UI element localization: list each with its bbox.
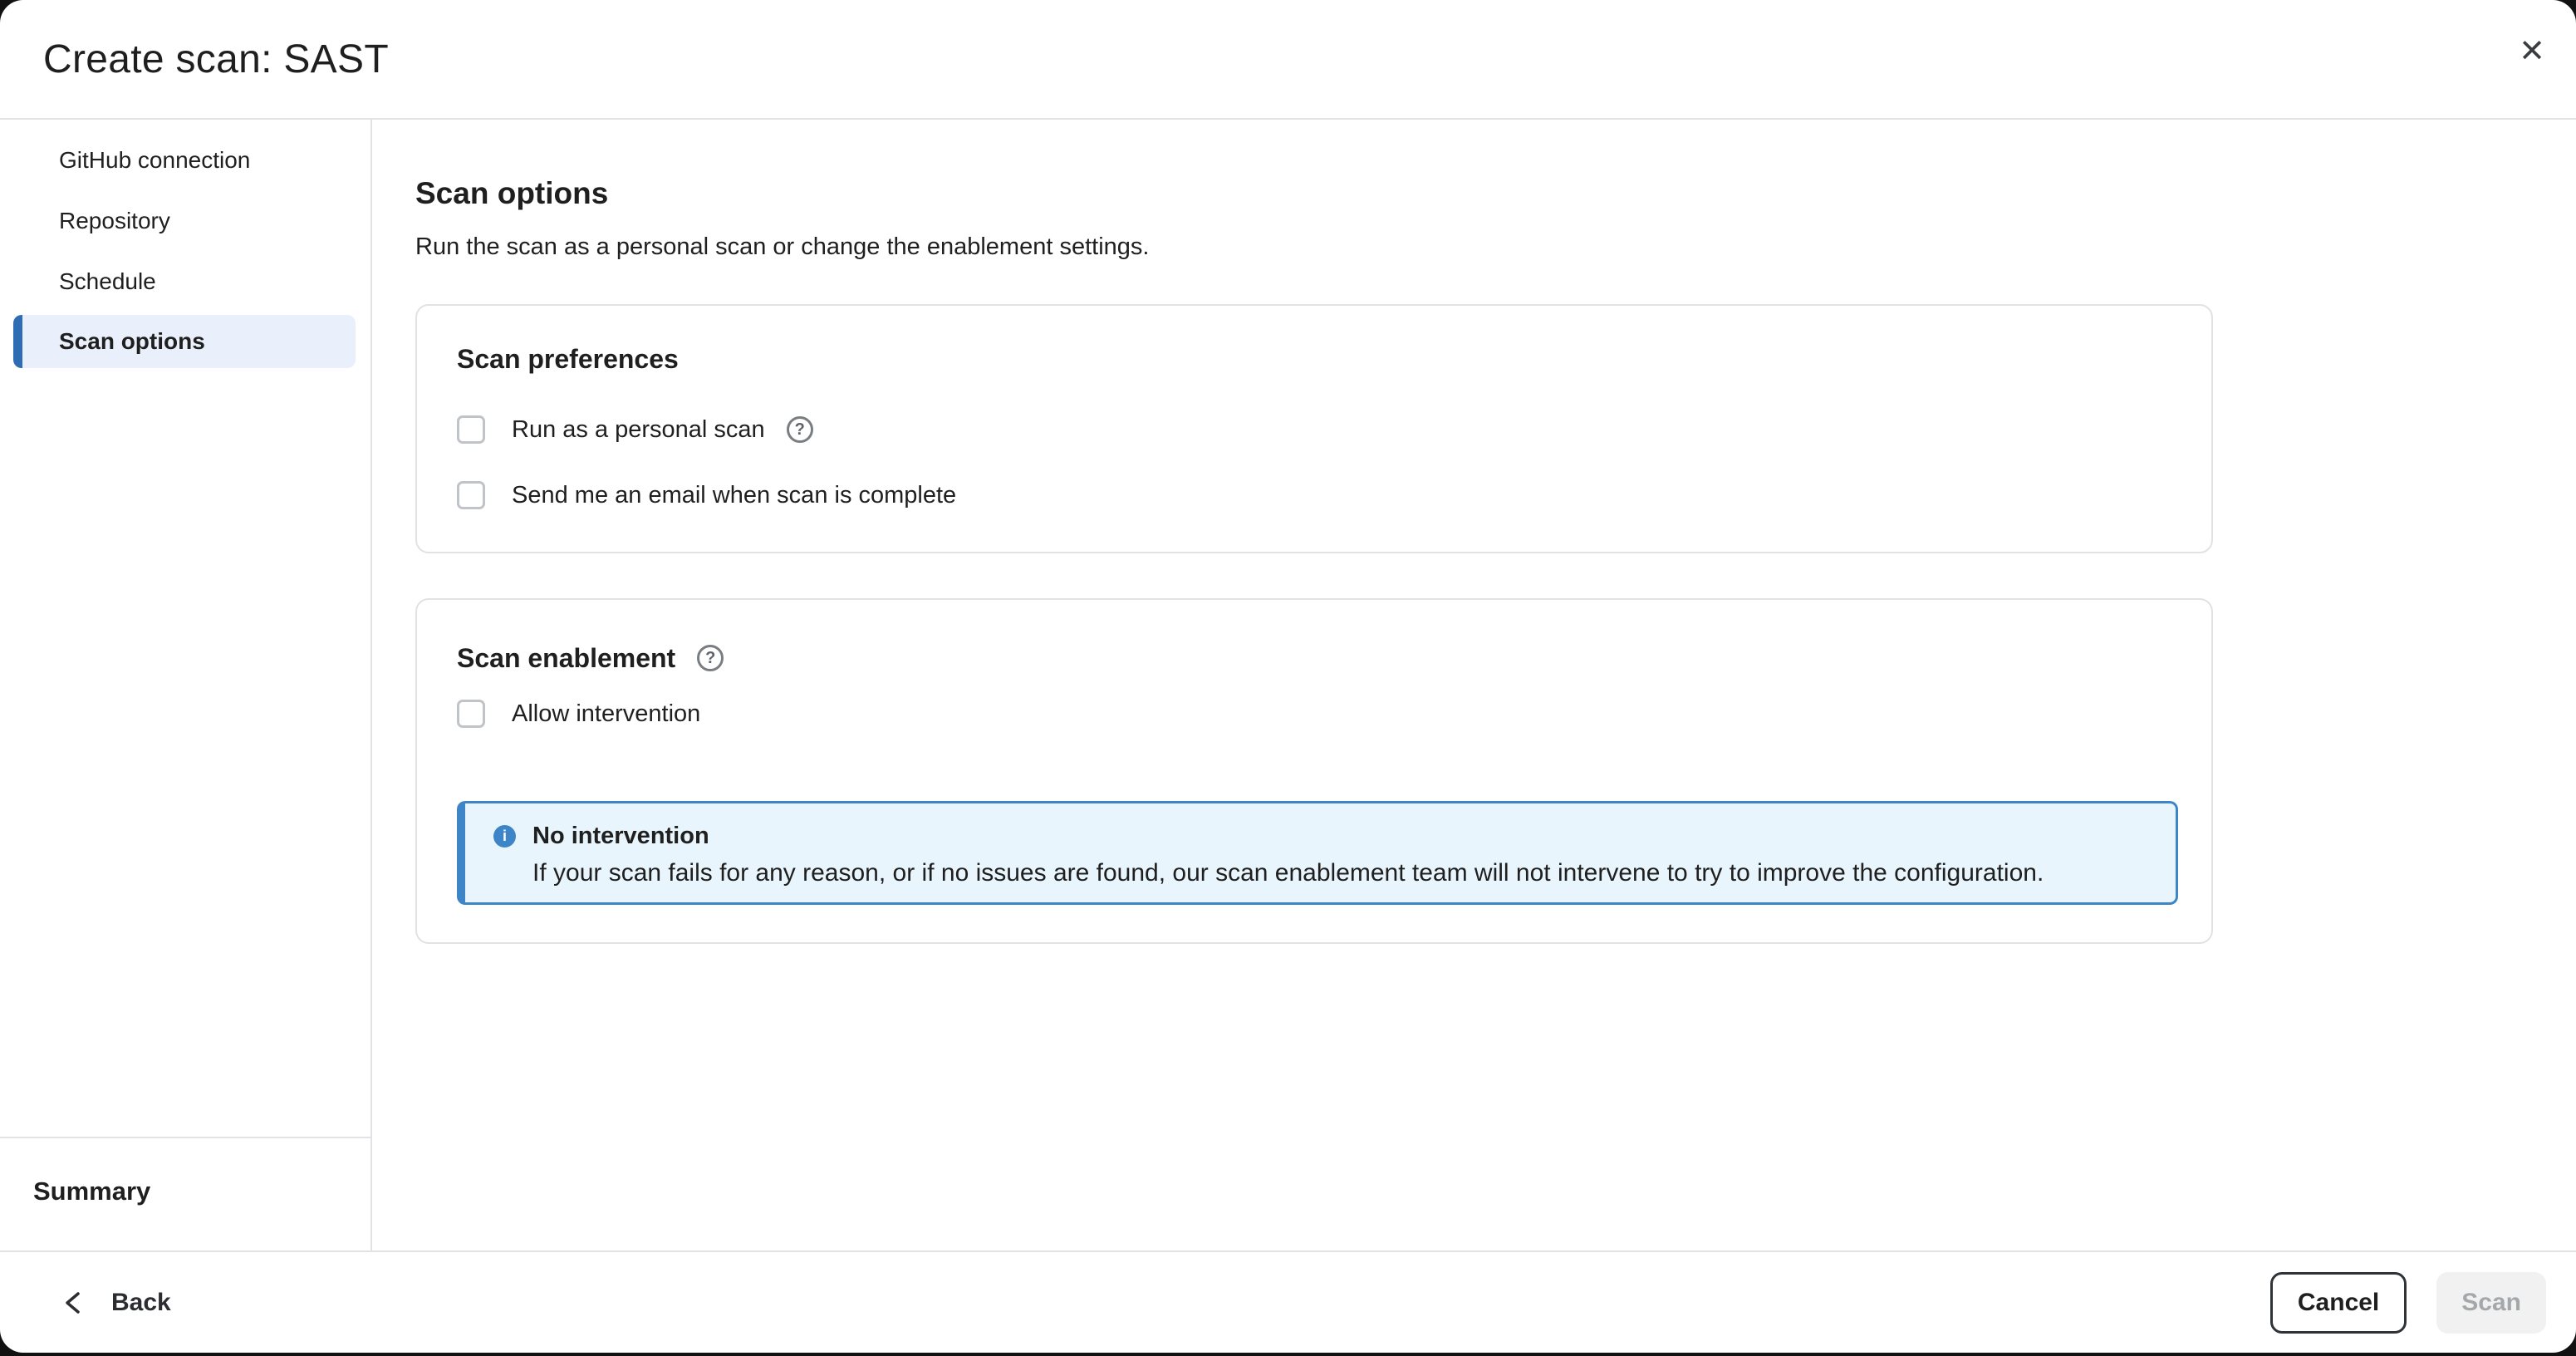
- allow-intervention-checkbox[interactable]: [457, 700, 485, 728]
- chevron-left-icon: [60, 1286, 88, 1319]
- active-step-indicator: [13, 315, 22, 368]
- email-notify-checkbox[interactable]: [457, 481, 485, 509]
- modal-footer: [0, 1250, 2576, 1353]
- alert-title: No intervention: [532, 823, 709, 849]
- email-notify-label[interactable]: Send me an email when scan is complete: [512, 481, 957, 508]
- card-title-row: [457, 641, 2175, 675]
- modal-body: [0, 120, 2576, 1250]
- alert-body: If your scan fails for any reason, or if no issues are found, our scan enablement team will not intervene to try to improve the configuration.: [532, 859, 2044, 887]
- personal-scan-row: [457, 415, 2175, 444]
- close-icon[interactable]: ✕: [2519, 33, 2545, 69]
- no-intervention-alert: [457, 801, 2178, 905]
- allow-intervention-label[interactable]: Allow intervention: [512, 700, 701, 727]
- main-content: [372, 120, 2576, 1250]
- sidebar-item-schedule[interactable]: [0, 251, 370, 312]
- alert-head: [493, 822, 2142, 850]
- sidebar-spacer: [0, 372, 370, 1137]
- sidebar-item-label: Schedule: [59, 268, 156, 294]
- modal-header: [0, 0, 2576, 120]
- cancel-button[interactable]: Cancel: [2270, 1272, 2407, 1334]
- allow-intervention-row: [457, 700, 2175, 728]
- help-icon[interactable]: ?: [787, 416, 813, 443]
- card-title: Scan preferences: [457, 344, 679, 374]
- sidebar-item-label: Repository: [59, 207, 170, 233]
- modal-title: Create scan: SAST: [43, 37, 389, 81]
- sidebar-item-label: Scan options: [59, 328, 205, 354]
- sidebar-item-github-connection[interactable]: [0, 130, 370, 190]
- back-button[interactable]: [60, 1286, 171, 1319]
- personal-scan-label[interactable]: Run as a personal scan: [512, 415, 765, 443]
- steps-nav: [0, 120, 370, 372]
- email-notify-row: [457, 481, 2175, 509]
- steps-sidebar: [0, 120, 372, 1250]
- sidebar-item-repository[interactable]: [0, 190, 370, 251]
- sidebar-item-summary[interactable]: [0, 1137, 370, 1250]
- scan-preferences-card: [415, 304, 2213, 553]
- card-title: Scan enablement: [457, 643, 676, 673]
- back-label: Back: [111, 1288, 171, 1316]
- sidebar-item-scan-options[interactable]: [13, 315, 356, 368]
- card-title-row: [457, 342, 2175, 376]
- info-icon: i: [493, 825, 516, 848]
- scan-enablement-card: [415, 598, 2213, 944]
- scan-button[interactable]: Scan: [2436, 1272, 2546, 1334]
- page-subtitle: Run the scan as a personal scan or change the enablement settings.: [415, 233, 1150, 260]
- page-title: Scan options: [415, 176, 609, 210]
- personal-scan-checkbox[interactable]: [457, 415, 485, 444]
- help-icon[interactable]: ?: [697, 645, 724, 671]
- summary-label: Summary: [33, 1177, 151, 1206]
- sidebar-item-label: GitHub connection: [59, 146, 251, 173]
